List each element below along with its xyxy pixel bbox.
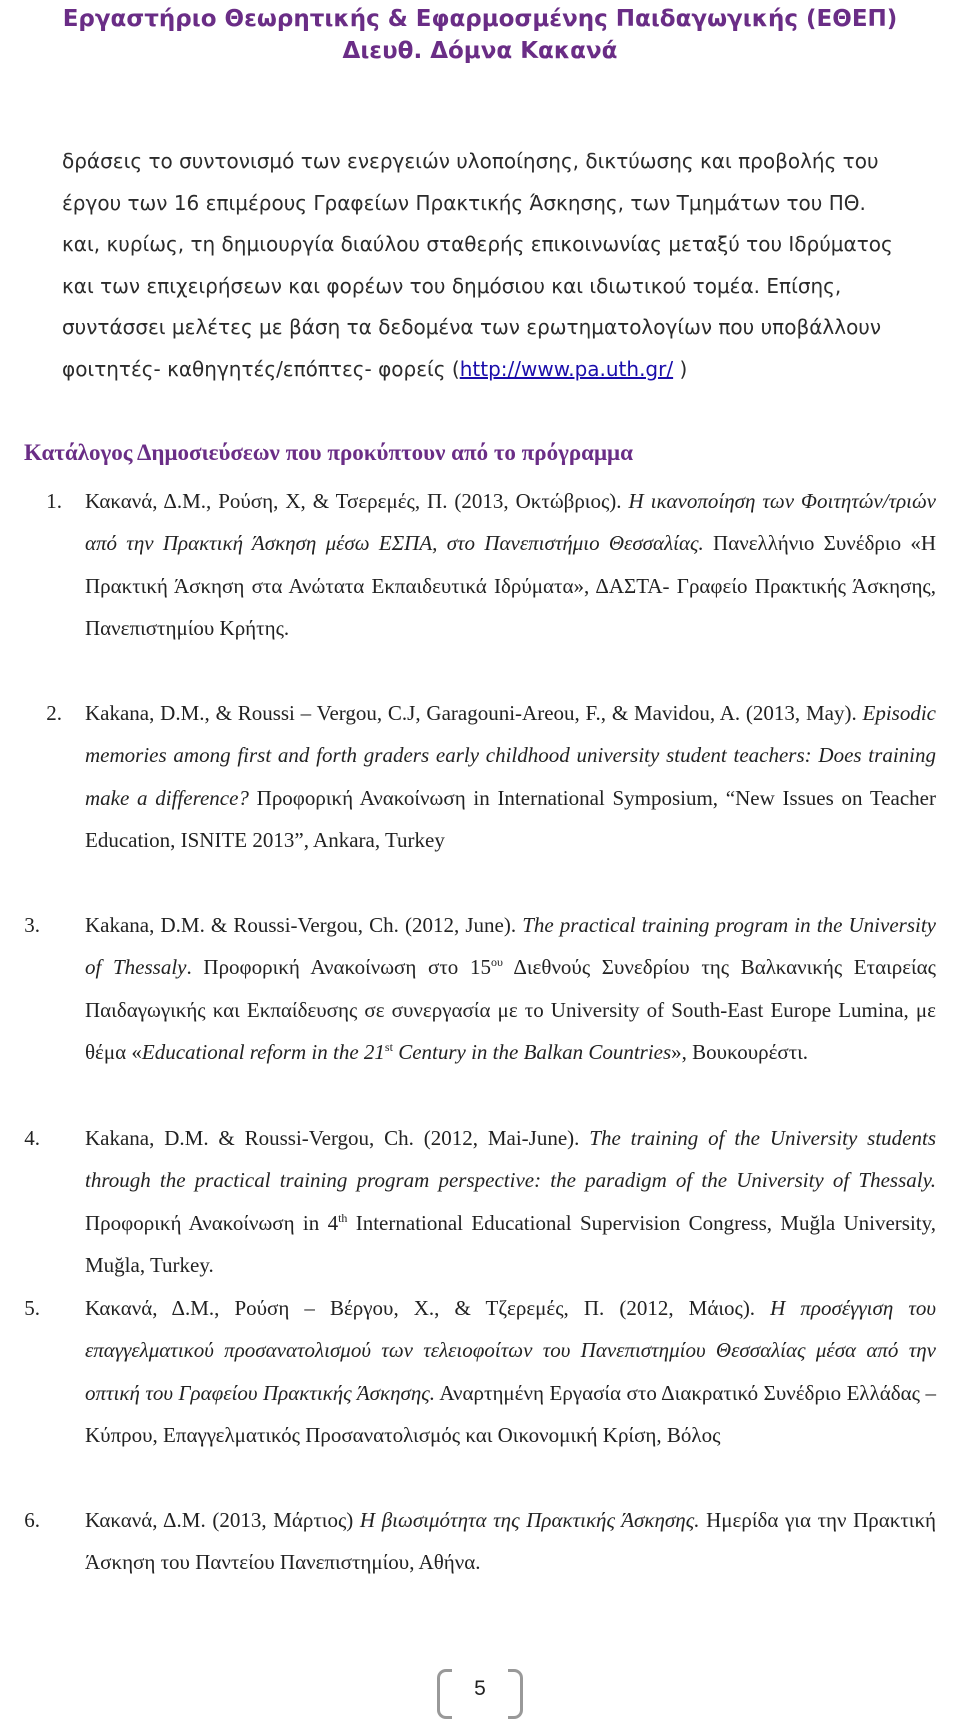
section-title: Κατάλογος Δημοσιεύσεων που προκύπτουν από το πρόγραμμα — [24, 440, 633, 465]
publication-authors: Κακανά, Δ.Μ., Ρούση – Βέργου, Χ., & Τζερεμές, Π. (2012, Μάιος). — [85, 1296, 771, 1320]
publication-authors: Kakana, D.M., & Roussi – Vergou, C.J, Garagouni-Areou, F., & Mavidou, A. (2013, May). — [85, 701, 863, 725]
intro-line: και των επιχειρήσεων και φορέων του δημόσιου και ιδιωτικού τομέα. Επίσης, — [62, 273, 842, 298]
publication-venue: International Educational Supervision Congress, Muğla University, Muğla, Turkey. — [85, 1210, 936, 1277]
intro-line: και, κυρίως, τη δημιουργία διαύλου σταθερής επικοινωνίας μεταξύ του Ιδρύματος — [62, 232, 893, 257]
publication-text — [85, 1117, 936, 1286]
publication-title: Η βιωσιμότητα της Πρακτικής Άσκησης. — [359, 1508, 700, 1532]
intro-line: συντάσσει μελέτες με βάση τα δεδομένα των ερωτηματολογίων που υποβάλλουν — [62, 315, 882, 340]
publication-number: 1. — [46, 489, 62, 513]
intro-text: ) — [673, 356, 688, 381]
publication-venue: Προφορική Ανακοίνωση in 4 — [85, 1210, 339, 1235]
publication-venue: Πανελλήνιο Συνέδριο «Η Πρακτική Άσκηση στα Ανώτατα Εκπαιδευτικά Ιδρύματα», ΔΑΣΤΑ- Γραφείο Πρακτικής Άσκησης, Πανεπιστημίου Κρήτης. — [85, 531, 936, 640]
intro-paragraph — [62, 141, 936, 391]
publication-title: Episodic memories among first and forth graders early childhood university student teachers: Does training make a difference? — [85, 701, 936, 810]
publication-title: The practical training program in the University of Thessaly — [85, 913, 936, 980]
publication-authors: Κακανά, Δ.Μ., Ρούση, Χ, & Τσερεμές, Π. (2013, Οκτώβριος). — [85, 489, 629, 513]
publication-number: 2. — [46, 701, 62, 725]
publication-text — [85, 480, 936, 649]
ordinal-suffix: ου — [490, 955, 503, 970]
publication-title: The training of the University students through the practical training program perspective: the paradigm of the University of Thessaly. — [85, 1126, 936, 1193]
publication-text — [85, 692, 936, 861]
office-website-link[interactable]: http://www.pa.uth.gr/ — [459, 356, 674, 381]
ordinal-suffix: th — [338, 1210, 348, 1225]
page-number: 5 — [474, 1677, 486, 1700]
conference-theme: Educational reform in the 21 — [141, 1039, 385, 1064]
publication-authors: Kakana, D.M. & Roussi-Vergou, Ch. (2012, Mai-June). — [85, 1126, 590, 1150]
publication-title: Η ικανοποίηση των Φοιτητών/τριών από την Πρακτική Άσκηση μέσω ΕΣΠΑ, στο Πανεπιστήμιο Θεσσαλίας. — [85, 489, 936, 556]
conference-theme: Century in the Balkan Countries — [392, 1039, 672, 1064]
publication-authors: Κακανά, Δ.Μ. (2013, Μάρτιος) — [85, 1508, 360, 1532]
ordinal-suffix: st — [384, 1039, 393, 1054]
publication-text — [85, 1499, 936, 1584]
publication-number: 5. — [24, 1296, 40, 1320]
publication-number: 6. — [24, 1508, 40, 1532]
publication-venue: Διεθνούς Συνεδρίου της Βαλκανικής Εταιρείας Παιδαγωγικής και Εκπαίδευσης σε συνεργασία με το University of South-East Europe Lumina, με θέμα « — [85, 955, 936, 1064]
publication-text — [85, 904, 936, 1073]
publication-number: 4. — [24, 1126, 40, 1150]
intro-line: δράσεις το συντονισμό των ενεργειών υλοποίησης, δικτύωσης και προβολής του — [62, 149, 879, 173]
publication-title: Η προσέγγιση του επαγγελματικού προσανατολισμού των τελειοφοίτων του Πανεπιστημίου Θεσσαλίας μέσα από την οπτική του Γραφείου Πρακτικής Άσκησης. — [85, 1296, 936, 1405]
publication-location: », Βουκουρέστι. — [671, 1039, 809, 1064]
publication-text — [85, 1287, 936, 1456]
intro-line: έργου των 16 επιμέρους Γραφείων Πρακτικής Άσκησης, των Τμημάτων του ΠΘ. — [62, 190, 866, 215]
publication-venue: Ημερίδα για την Πρακτική Άσκηση του Παντείου Πανεπιστημίου, Αθήνα. — [85, 1508, 937, 1575]
publication-venue: Προφορική Ανακοίνωση in International Symposium, “New Issues on Teacher Education, ISNITE 2013”, Ankara, Turkey — [85, 785, 936, 852]
publication-venue: . Προφορική Ανακοίνωση στο 15 — [186, 955, 491, 980]
intro-line — [62, 349, 936, 391]
intro-text: φοιτητές- καθηγητές/επόπτες- φορείς ( — [62, 356, 460, 381]
publication-number: 3. — [24, 913, 40, 937]
publication-venue: Αναρτημένη Εργασία στο Διακρατικό Συνέδριο Ελλάδας – Κύπρου, Επαγγελματικός Προσανατολισμός και Οικονομική Κρίση, Βόλος — [85, 1380, 937, 1447]
page-header-title: Εργαστήριο Θεωρητικής & Εφαρμοσμένης Παιδαγωγικής (ΕΘΕΠ) — [62, 6, 898, 32]
publication-authors: Kakana, D.M. & Roussi-Vergou, Ch. (2012, June). — [85, 913, 523, 937]
page-footer — [435, 1669, 525, 1715]
page-header-director: Διευθ. Δόμνα Κακανά — [342, 38, 618, 64]
